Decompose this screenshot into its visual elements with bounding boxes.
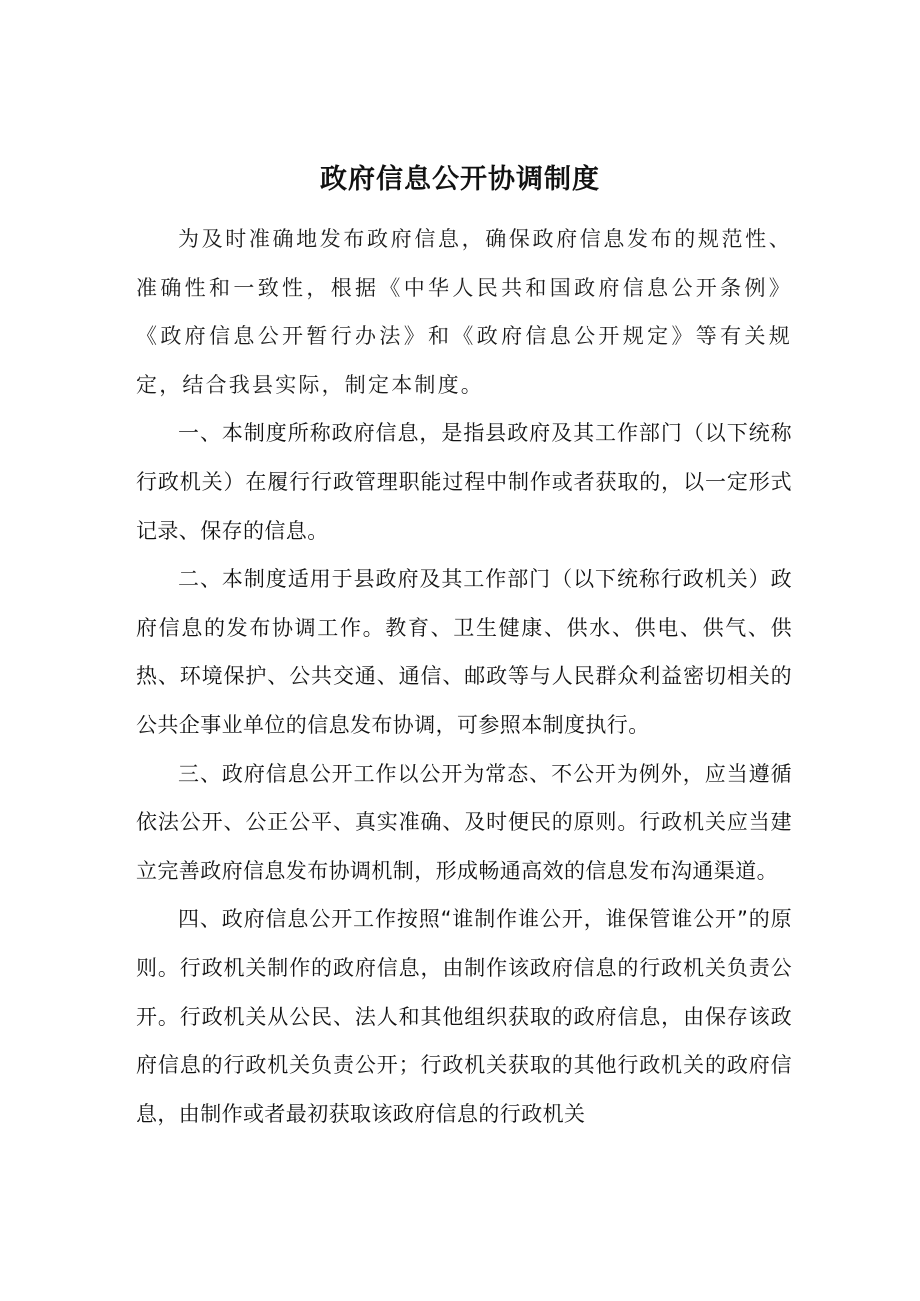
- paragraph-article-3: 三、政府信息公开工作以公开为常态、不公开为例外，应当遵循依法公开、公正公平、真实准确、及时便民的原则。行政机关应当建立完善政府信息发布协调机制，形成畅通高效的信息发布沟通渠道。: [136, 761, 792, 883]
- paragraph-article-2: 二、本制度适用于县政府及其工作部门（以下统称行政机关）政府信息的发布协调工作。教育、卫生健康、供水、供电、供气、供热、环境保护、公共交通、通信、邮政等与人民群众利益密切相关的公共企事业单位的信息发布协调，可参照本制度执行。: [136, 567, 792, 737]
- paragraph-preamble: 为及时准确地发布政府信息，确保政府信息发布的规范性、准确性和一致性，根据《中华人民共和国政府信息公开条例》《政府信息公开暂行办法》和《政府信息公开规定》等有关规定，结合我县实际，制定本制度。: [136, 227, 792, 397]
- document-title: 政府信息公开协调制度: [320, 164, 600, 196]
- paragraph-article-4: 四、政府信息公开工作按照“谁制作谁公开，谁保管谁公开”的原则。行政机关制作的政府信息，由制作该政府信息的行政机关负责公开。行政机关从公民、法人和其他组织获取的政府信息，由保存该政府信息的行政机关负责公开；行政机关获取的其他行政机关的政府信息，由制作或者最初获取该政府信息的行政机关: [136, 907, 792, 1126]
- document-body: [136, 215, 792, 1138]
- paragraph-article-1: 一、本制度所称政府信息，是指县政府及其工作部门（以下统称行政机关）在履行行政管理职能过程中制作或者获取的，以一定形式记录、保存的信息。: [136, 421, 792, 543]
